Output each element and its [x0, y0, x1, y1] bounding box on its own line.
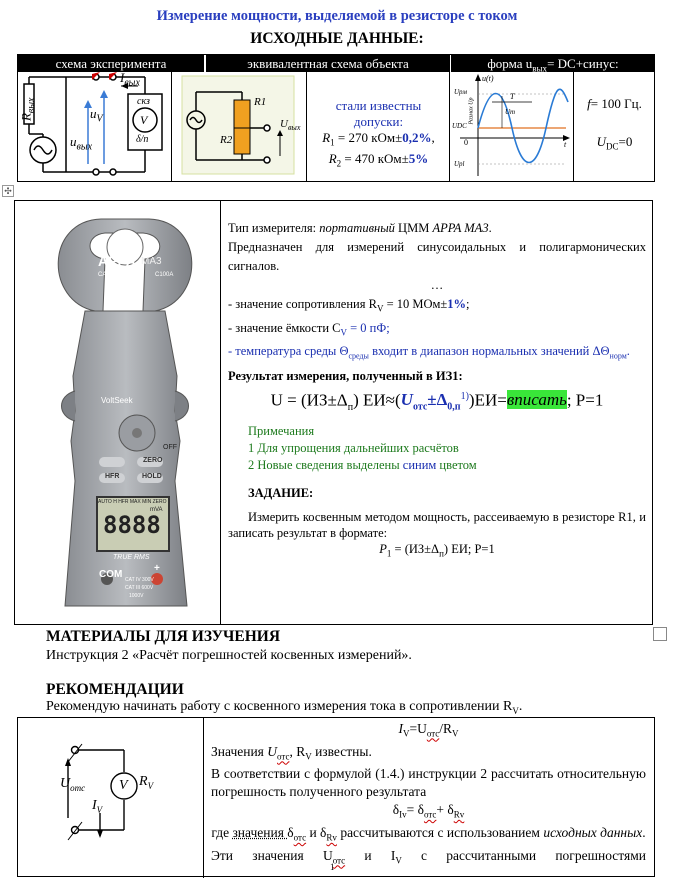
section-heading-initial-data: ИСХОДНЫЕ ДАННЫЕ: — [250, 30, 424, 47]
page-number: 1 — [330, 862, 335, 872]
meter-purpose: Предназначен для измерений синусоидальных и полигармонических сигналов. — [228, 240, 646, 273]
tolerances-line1: стали известны — [335, 98, 422, 113]
waveform-cell — [449, 72, 574, 181]
circuit-label-ckz: скз — [137, 96, 150, 107]
recommendations-text: Рекомендую начинать работу с косвенного измерения тока в сопротивлении $R_V$. — [46, 699, 523, 716]
circuit-label-ratio: δ/п — [136, 134, 149, 145]
wave-label-upm: Upм — [454, 88, 468, 96]
wave-label-upl: Upl — [454, 160, 465, 168]
error-formula: $\delta_{Iv}= \delta_{отс}+ \delta_{Rv}$ — [392, 802, 465, 821]
col-header-waveform: форма $u_{вых}=$ DC+синус: — [450, 55, 655, 72]
meter-code: C100A — [155, 272, 174, 278]
meter-lcd-digits: 8888 — [103, 511, 161, 539]
circuit-i-label: $I_V$ — [92, 798, 103, 815]
wave-label-period: T — [510, 92, 515, 101]
error-note: где значения $\delta_{отс}$ и $\delta_{Rv}$ рассчитываются с использованием исходных данных. — [211, 825, 646, 843]
known-values: Значения $U_{отс}$, $R_V$ известны. — [211, 743, 372, 762]
wave-label-t: t — [564, 140, 567, 149]
meter-off: OFF — [163, 444, 177, 451]
frequency-cell — [573, 72, 655, 181]
initial-data-table — [17, 54, 655, 182]
circuit-label-v: V — [140, 113, 148, 127]
recommendation-text — [211, 720, 646, 869]
tolerances-line2: допуски: — [353, 114, 404, 129]
circuit-label-i: $I_{вых}$ — [120, 70, 140, 89]
waveform-plot — [450, 72, 574, 180]
note-2: 2 Новые сведения выделены синим цветом — [248, 457, 477, 472]
result-title: Результат измерения, полученный в ИЗ1: — [228, 368, 463, 383]
page-title: Измерение мощности, выделяемой в резисторе с током — [156, 8, 518, 24]
materials-heading: МАТЕРИАЛЫ ДЛЯ ИЗУЧЕНИЯ — [46, 628, 281, 645]
wave-label-um: Um — [505, 108, 516, 116]
current-circuit-cell — [18, 718, 204, 878]
meter-description — [228, 219, 646, 561]
equiv-label-r2: R2 — [220, 134, 233, 146]
spec-resistance: - значение сопротивления $R_V = 10$ МОм±1%; — [228, 297, 470, 314]
notes-title: Примечания — [248, 423, 315, 438]
udc-value: $U_{DC}=0$ — [596, 134, 633, 152]
wave-label-zero: 0 — [464, 138, 468, 147]
wave-label-udc: UDC — [452, 122, 467, 130]
circuit-label-uv: $u_V$ — [90, 106, 103, 125]
result-formula: $U = (ИЗ\pm\Delta_п)$ $ЕИ\approx(U_{отс}\pm\Delta_{0,п}^{1)})ЕИ=вписать$; P=1 — [270, 390, 604, 413]
meter-zero-button[interactable]: ZERO — [143, 457, 163, 464]
task-text: Измерить косвенным методом мощность, рассеиваемую в резисторе R1, и записать результат в формате: — [228, 509, 646, 540]
circuit-u-label: $U_{отс}$ — [60, 776, 86, 793]
wave-label-range: Размах Up — [468, 97, 475, 125]
experiment-schematic-cell — [18, 72, 171, 181]
tolerance-r1: $R_1 = 270$ кОм±0,2%, — [322, 130, 435, 148]
meter-cat-rating3: 1000V — [129, 593, 144, 599]
values-line: Эти значения $U_{отс}$ и $I_V$ с рассчитанными погрешностями — [211, 847, 646, 866]
tolerances-cell — [306, 72, 450, 181]
equiv-label-u: $U_{вых}$ — [280, 118, 301, 133]
meter-lcd-unit: mVA — [150, 507, 163, 513]
table-move-handle-icon[interactable]: ✣ — [2, 185, 14, 197]
recommendation-table — [17, 717, 655, 877]
meter-cat-rating2: CAT III 600V — [125, 585, 154, 591]
meter-hfr-button[interactable]: HFR — [105, 473, 120, 480]
tolerance-r2: $R_2 = 470$ кОм±5% — [328, 150, 429, 169]
circuit-label-u: $u_{вых}$ — [70, 134, 93, 153]
meter-brand: APPA — [98, 253, 136, 269]
meter-voltseek: VoltSeek — [101, 396, 133, 405]
resize-handle-icon[interactable] — [653, 627, 667, 641]
materials-text: Инструкция 2 «Расчёт погрешностей косвенных измерений». — [46, 648, 412, 663]
col-header-equivalent: эквивалентная схема объекта — [205, 55, 450, 72]
meter-type: Тип измерителя: портативный ЦММ APPA MA3. — [228, 221, 492, 235]
current-formula: $I_V=U_{отс}/R_V$ — [398, 721, 459, 739]
meter-image-pane — [15, 201, 221, 624]
spec-temperature: - температура среды $\Theta_{среды}$ входит в диапазон нормальных значений $\Delta\Theta_{норм}$. — [228, 344, 630, 361]
equivalent-schematic-cell — [171, 72, 307, 181]
meter-true-rms: TRUE RMS — [113, 554, 150, 561]
wave-label-ut: u(t) — [482, 74, 494, 83]
frequency-value: f= 100 Гц. — [587, 96, 642, 111]
note-1: 1 Для упрощения дальнейших расчётов — [248, 440, 459, 455]
experiment-schematic — [18, 72, 171, 180]
spec-capacitance: - значение ёмкости $С_V = 0$ пФ; — [228, 320, 390, 337]
circuit-r-label: $R_V$ — [139, 774, 154, 791]
circuit-v-label: V — [119, 778, 128, 793]
task-title: ЗАДАНИЕ: — [248, 485, 314, 500]
meter-plus-jack: + — [154, 563, 160, 574]
calc-instruction: В соответствии с формулой (1.4.) инструкции 2 рассчитать относительную погрешность полученного результата — [211, 766, 646, 800]
meter-info-box — [14, 200, 653, 625]
meter-com-jack: COM — [99, 569, 123, 580]
ellipsis: … — [430, 278, 444, 292]
recommendations-heading: РЕКОМЕНДАЦИИ — [46, 681, 184, 698]
equiv-label-r1: R1 — [254, 96, 267, 108]
task-formula: $P_1 = (ИЗ\pm\Delta_п)$ ЕИ; P=1 — [379, 541, 495, 559]
meter-lcd-status: AUTO H HFR MAX MIN ZERO — [98, 499, 167, 505]
current-circuit-diagram — [18, 718, 203, 858]
meter-cat-rating: CAT IV 300V — [125, 577, 154, 583]
col-header-experiment: схема эксперимента — [18, 55, 204, 72]
meter-hold-button[interactable]: HOLD — [142, 473, 162, 480]
circuit-label-r: $R_{вых}$ — [18, 97, 38, 122]
meter-cat: CAT III 600V — [98, 272, 132, 278]
meter-model: MA3 — [141, 256, 162, 267]
